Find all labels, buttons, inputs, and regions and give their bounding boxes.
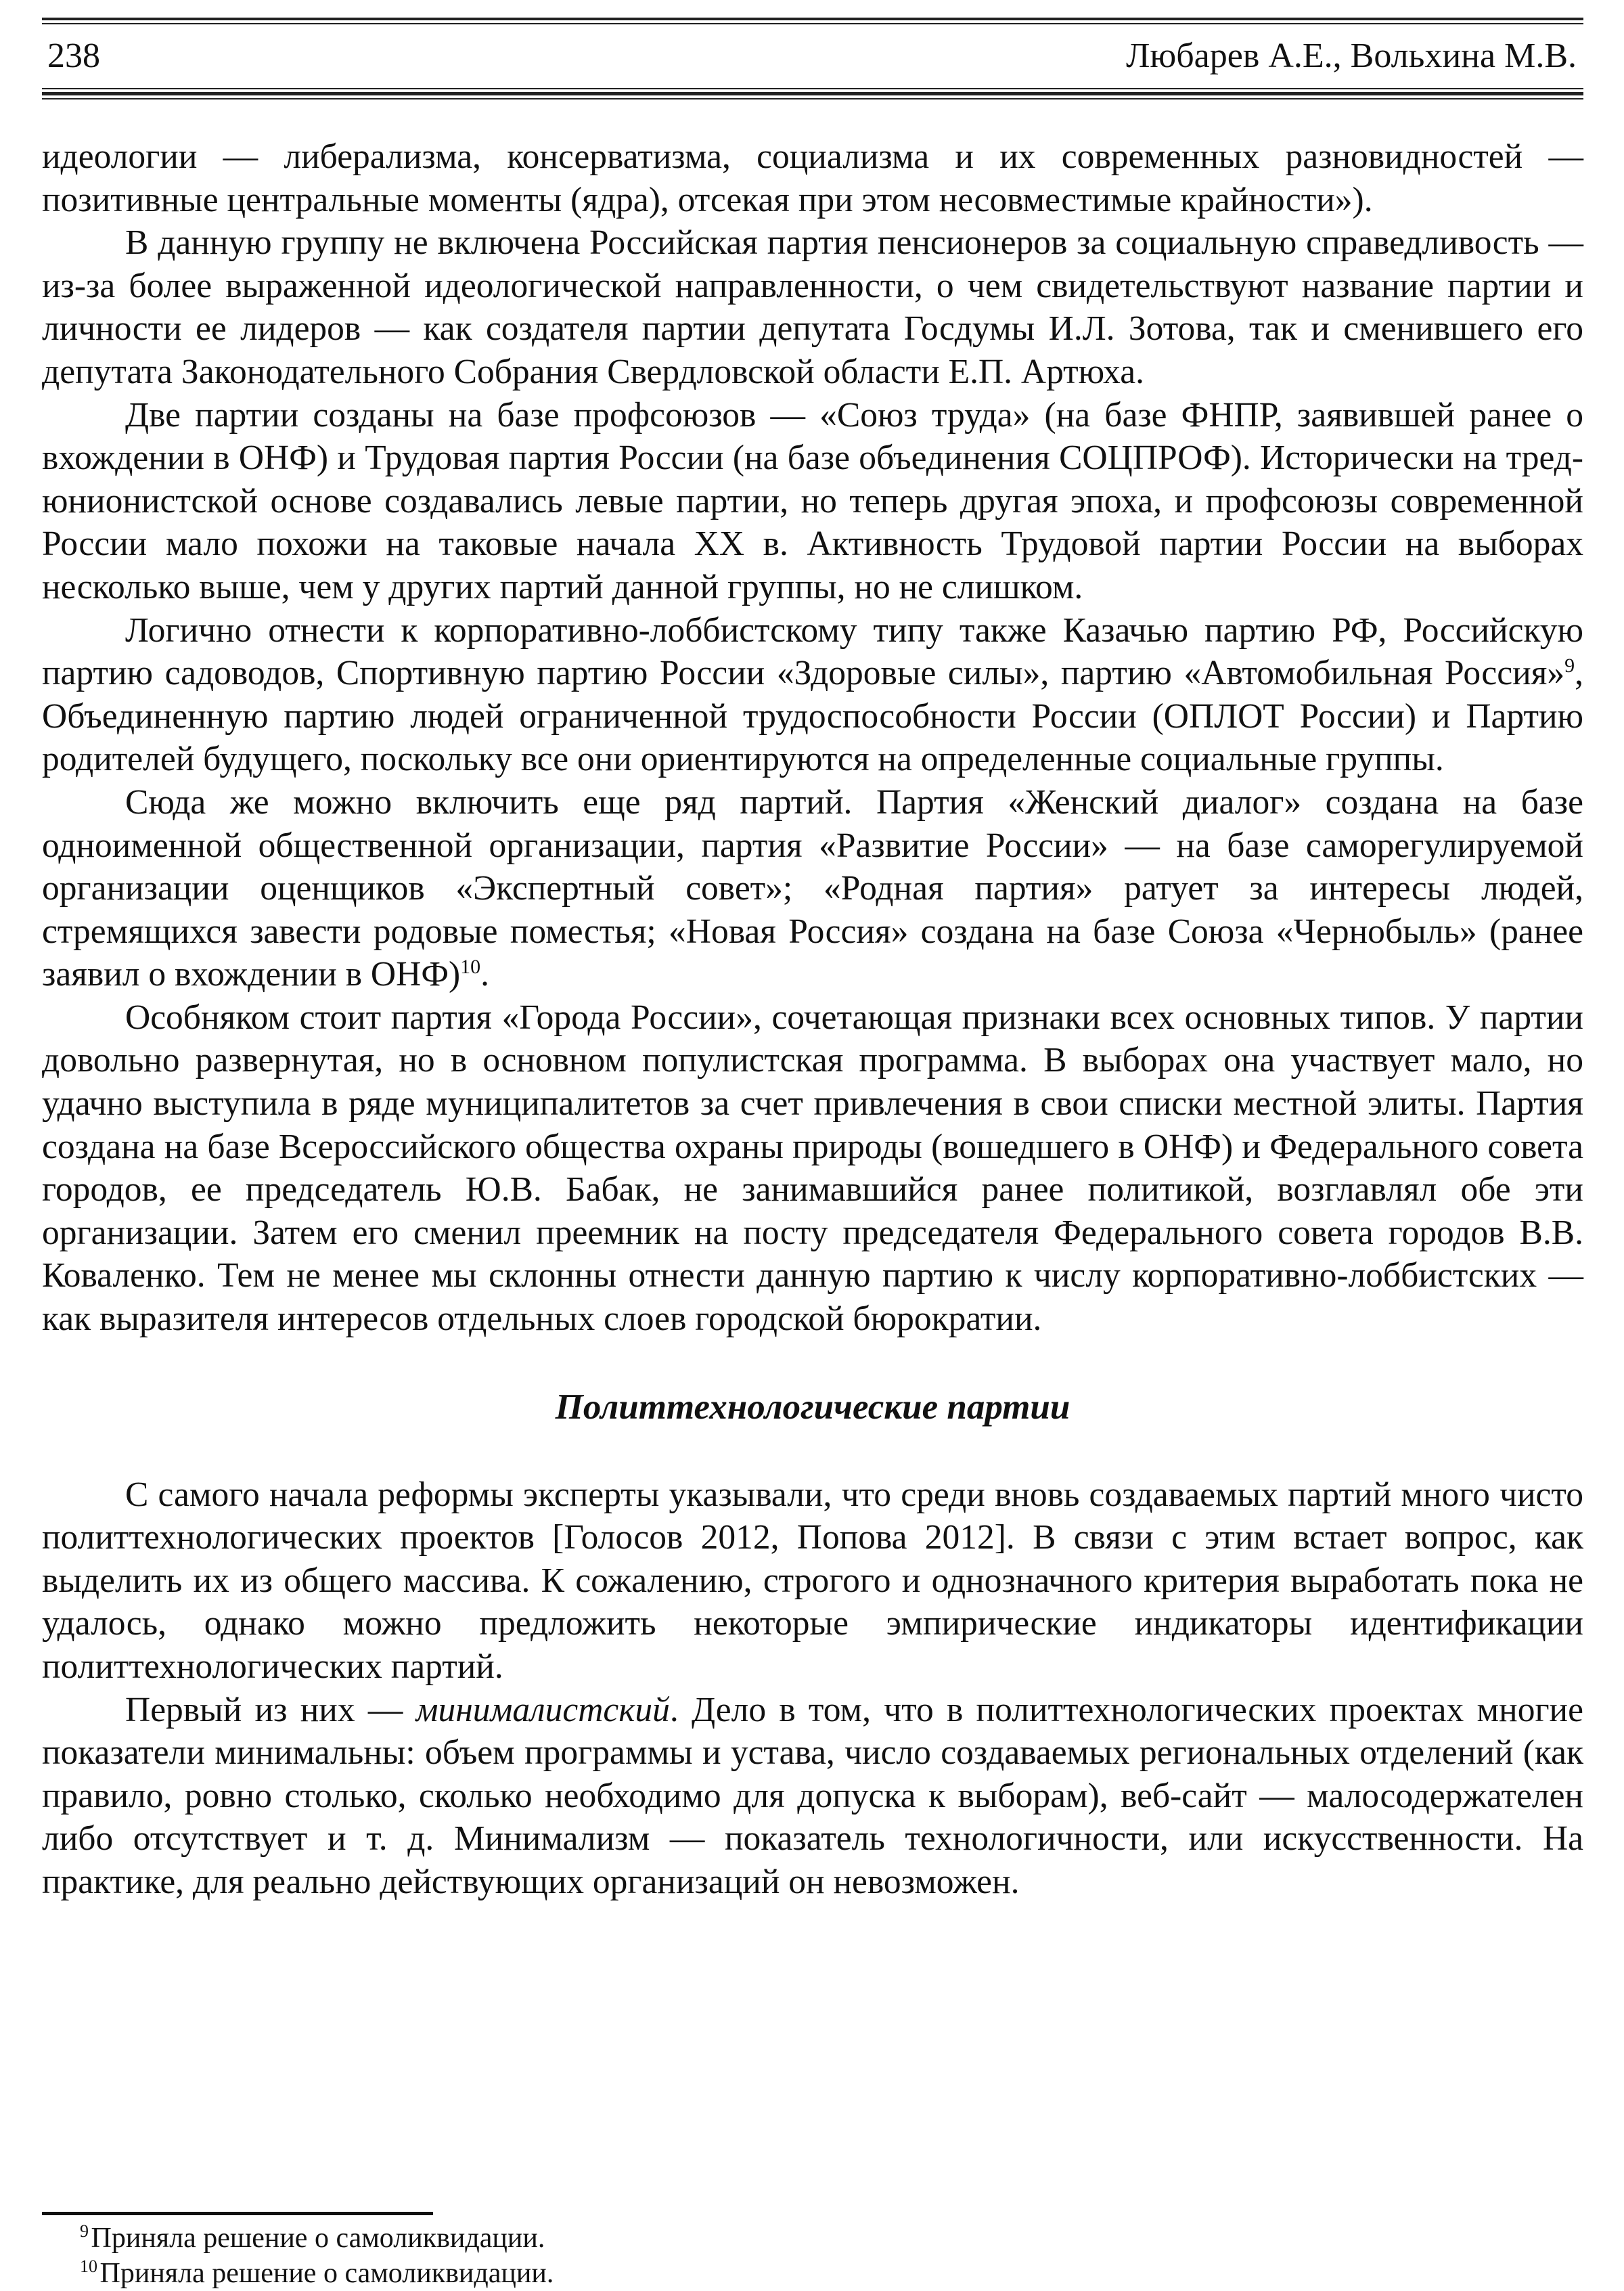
header-rule-bottom xyxy=(42,88,1583,89)
paragraph-text: Сюда же можно включить еще ряд партий. Партия «Женский диалог» создана на базе одноименной общественной организации, партия «Развитие России» — на базе саморегулируемой организации оценщиков «Экспертный совет»; «Родная партия» ратует за интересы людей, стремящихся завести родовые поместья; «Новая Россия» создана на базе Союза «Чернобыль» (ранее заявил о вхождении в ОНФ) xyxy=(42,782,1583,994)
running-header-authors: Любарев А.Е., Вольхина М.В. xyxy=(1126,37,1577,75)
header-rule-bottom-thick xyxy=(42,92,1583,95)
footnote-divider xyxy=(42,2212,433,2215)
paragraph: В данную группу не включена Российская партия пенсионеров за социальную справедливость — из-за более выраженной идеологической направленности, о чем свидетельствуют название партии и личности ее лидеров — как создателя партии депутата Госдумы И.Л. Зотова, так и сменившего его депутата Законодательного Собрания Свердловской области Е.П. Артюха. xyxy=(42,223,1583,391)
footnote-text: Приняла решение о самоликвидации. xyxy=(99,2258,554,2289)
paragraph xyxy=(42,609,1583,781)
footnote-number: 10 xyxy=(80,2256,97,2276)
footnote-ref: 10 xyxy=(460,956,481,979)
paragraph-text: Логично отнести к корпоративно-лоббистскому типу также Казачью партию РФ, Российскую партию садоводов, Спортивную партию России «Здоровые силы», партию «Автомобильная Россия» xyxy=(42,610,1583,693)
emphasis: минималистский xyxy=(415,1690,670,1729)
paragraph: Особняком стоит партия «Города России», сочетающая признаки всех основных типов. У партии довольно развернутая, но в основном популистская программа. В выборах она участвует мало, но удачно выступила в ряде муниципалитетов за счет привлечения в свои списки местной элиты. Партия создана на базе Всероссийского общества охраны природы (вошедшего в ОНФ) и Федерального совета городов, ее председатель Ю.В. Бабак, не занимавшийся ранее политикой, возглавлял обе эти организации. Затем его сменил преемник на посту председателя Федерального совета городов В.В. Коваленко. Тем не менее мы склонны отнести данную партию к числу корпоративно-лоббистских — как выразителя интересов отдельных слоев городской бюрократии. xyxy=(42,998,1583,1339)
footnote-text: Приняла решение о самоликвидации. xyxy=(91,2223,545,2254)
paragraph: Две партии созданы на базе профсоюзов — «Союз труда» (на базе ФНПР, заявившей ранее о вхождении в ОНФ) и Трудовая партия России (на базе объединения СОЦПРОФ). Исторически на тред-юнионистской основе создавались левые партии, но теперь другая эпоха, и профсоюзы современной России мало похожи на таковые начала XX в. Активность Трудовой партии России на выборах несколько выше, чем у других партий данной группы, но не слишком. xyxy=(42,395,1583,606)
footnotes xyxy=(42,2221,1583,2291)
header-rule-top-thin xyxy=(42,23,1583,24)
header-rule-top xyxy=(42,18,1583,20)
page-number: 238 xyxy=(47,37,100,75)
paragraph-text: . Дело в том, что в политтехнологических проектах многие показатели минимальны: объем программы и устава, число создаваемых региональных отделений (как правило, ровно столько, сколько необходимо для допуска к выборам), веб-сайт — малосодержателен либо отсутствует и т. д. Минимализм — показатель технологичности, или искусственности. На практике, для реально действующих организаций он невозможен. xyxy=(42,1690,1583,1901)
footnote xyxy=(42,2256,1583,2291)
footnote-ref: 9 xyxy=(1564,654,1575,677)
section-heading: Политтехнологические партии xyxy=(555,1387,1070,1427)
paragraph: С самого начала реформы эксперты указывали, что среди вновь создаваемых партий много чисто политтехнологических проектов [Голосов 2012, Попова 2012]. В связи с этим встает вопрос, как выделить их из общего массива. К сожалению, строгого и однозначного критерия выработать пока не удалось, однако можно предложить некоторые эмпирические индикаторы идентификации политтехнологических партий. xyxy=(42,1475,1583,1686)
footnote xyxy=(42,2221,1583,2256)
header-rule-bottom-thin xyxy=(42,98,1583,99)
paragraph-text: . xyxy=(480,955,490,994)
footnote-number: 9 xyxy=(80,2221,89,2241)
paragraph: идеологии — либерализма, консерватизма, социализма и их современных разновидностей — позитивные центральные моменты (ядра), отсекая при этом несовместимые крайности»). xyxy=(42,137,1583,219)
document-page xyxy=(42,18,1583,2289)
paragraph-text: , Объединенную партию людей ограниченной трудоспособности России (ОПЛОТ России) и Партию родителей будущего, поскольку все они ориентируются на определенные социальные группы. xyxy=(42,654,1583,779)
body-text xyxy=(42,135,1583,1904)
paragraph-text: Первый из них — xyxy=(125,1690,416,1729)
running-header xyxy=(42,32,1583,80)
paragraph xyxy=(42,1689,1583,1904)
paragraph xyxy=(42,781,1583,996)
